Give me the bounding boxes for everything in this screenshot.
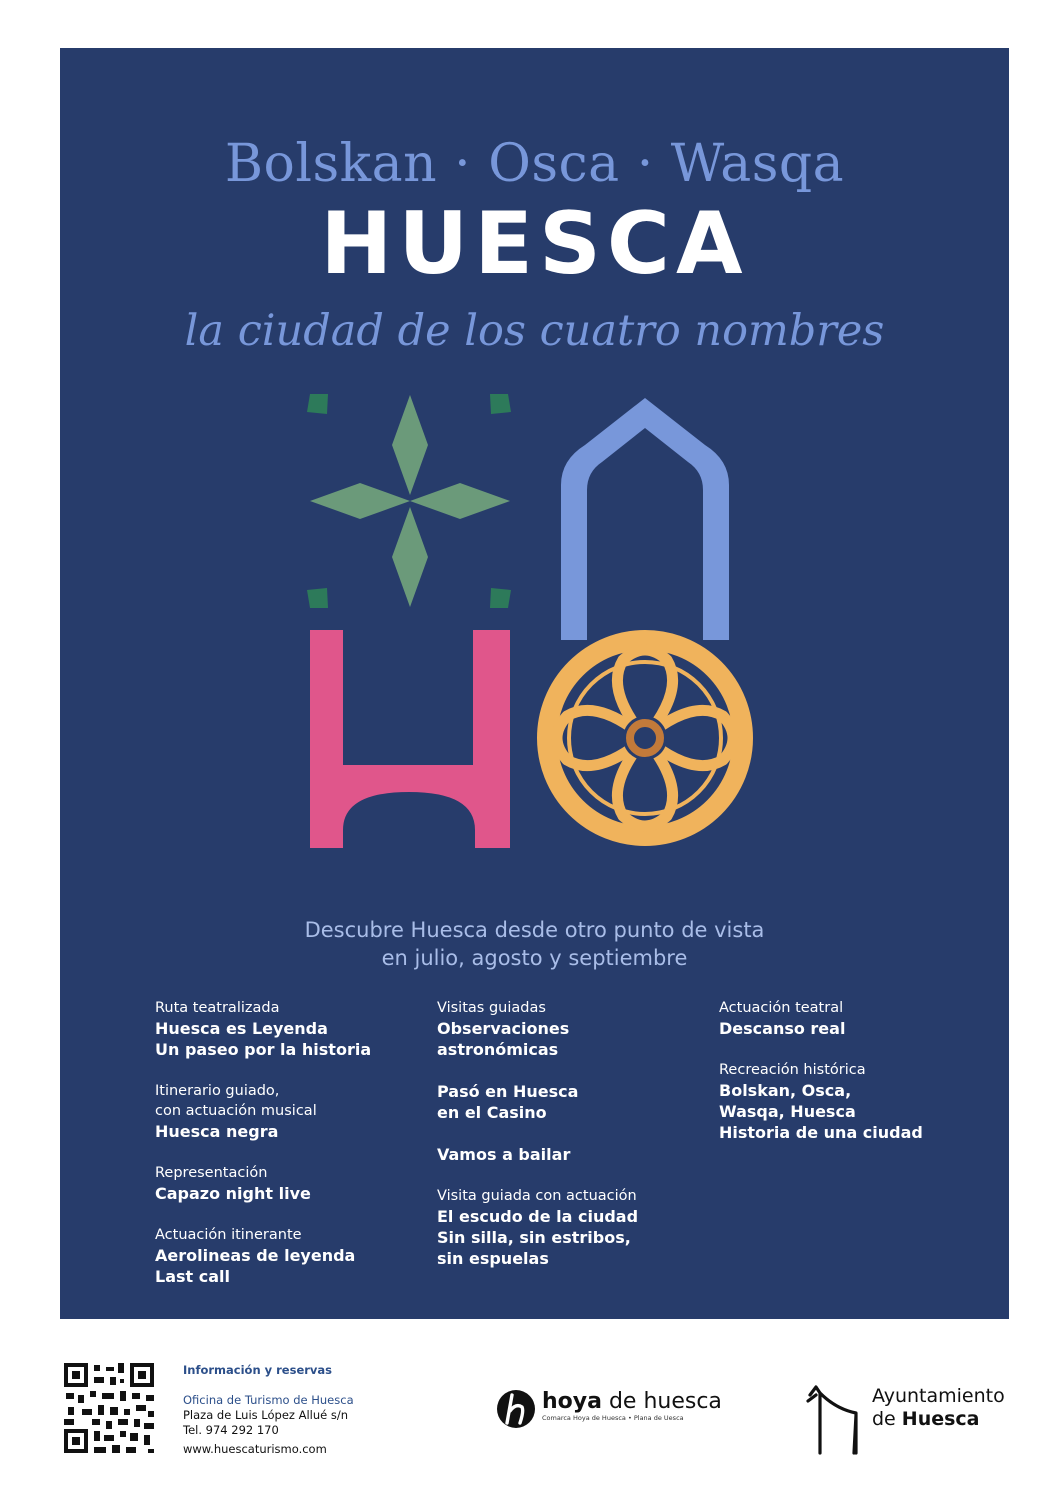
footer [0, 1319, 1064, 1493]
intro-text [60, 916, 1009, 972]
hoya-text [542, 1389, 722, 1422]
event-title: Observaciones [437, 1019, 570, 1038]
intro-line-2: en julio, agosto y septiembre [381, 946, 688, 970]
event-title: Bolskan, Osca, [719, 1081, 852, 1100]
event-item [719, 1060, 999, 1143]
office-name: Oficina de Turismo de Huesca [183, 1393, 354, 1407]
hoya-de-huesca-logo [496, 1389, 722, 1433]
event-type: Ruta teatralizada [155, 1000, 280, 1016]
event-title: en el Casino [437, 1103, 547, 1122]
tagline: la ciudad de los cuatro nombres [184, 306, 885, 356]
emblem [305, 390, 765, 860]
office-phone[interactable]: Tel. 974 292 170 [183, 1423, 279, 1437]
event-title: Un paseo por la historia [155, 1040, 372, 1059]
arch-icon [561, 398, 729, 640]
events-column-3 [719, 998, 999, 1164]
event-item [155, 1081, 415, 1142]
city-title: HUESCA [320, 194, 749, 294]
event-title: Capazo night live [155, 1184, 311, 1203]
ayuntamiento-city: Huesca [901, 1408, 980, 1430]
event-title: Descanso real [719, 1019, 846, 1038]
event-item [155, 998, 415, 1060]
star-tile-icon [307, 394, 511, 608]
event-title: Wasqa, Huesca [719, 1102, 856, 1121]
event-title: Historia de una ciudad [719, 1123, 923, 1142]
event-title: El escudo de la ciudad [437, 1207, 639, 1226]
events-column-1 [155, 998, 415, 1308]
ayuntamiento-de: de [872, 1408, 902, 1430]
rosette-icon [547, 640, 743, 836]
event-item [437, 1186, 697, 1269]
events-column-2 [437, 998, 697, 1290]
event-type: Recreación histórica [719, 1062, 866, 1078]
event-type: Visita guiada con actuación [437, 1188, 637, 1204]
event-title: Huesca es Leyenda [155, 1019, 328, 1038]
contact-info [183, 1363, 354, 1457]
horse-icon [806, 1385, 862, 1457]
event-type: Representación [155, 1165, 268, 1181]
office-address: Plaza de Luis López Allué s/n [183, 1408, 349, 1422]
event-item [437, 1081, 697, 1123]
event-item [437, 1144, 697, 1165]
event-title: Huesca negra [155, 1122, 279, 1141]
event-title: Pasó en Huesca [437, 1082, 579, 1101]
ayuntamiento-logo [806, 1385, 1005, 1461]
event-title: Aerolineas de leyenda [155, 1246, 356, 1265]
event-item [719, 998, 999, 1039]
event-type: Actuación teatral [719, 1000, 844, 1016]
hoya-name-rest: de huesca [601, 1389, 722, 1414]
event-item [155, 1225, 415, 1287]
ayuntamiento-text [872, 1385, 1005, 1431]
event-title: Last call [155, 1267, 230, 1286]
event-title: astronómicas [437, 1040, 559, 1059]
event-title: Sin silla, sin estribos, [437, 1228, 631, 1247]
event-title: sin espuelas [437, 1249, 549, 1268]
hoya-name [542, 1389, 722, 1414]
website-link[interactable]: www.huescaturismo.com [183, 1442, 327, 1456]
qr-code-icon[interactable] [64, 1363, 154, 1453]
hoya-subtitle: Comarca Hoya de Huesca • Plana de Uesca [542, 1414, 684, 1422]
hoya-name-bold: hoya [542, 1389, 602, 1414]
info-heading: Información y reservas [183, 1363, 333, 1377]
event-item [437, 998, 697, 1060]
h-letter-icon [310, 630, 510, 848]
intro-line-1: Descubre Huesca desde otro punto de vista [304, 918, 765, 942]
hoya-logo-icon [496, 1389, 536, 1429]
event-type: Visitas guiadas [437, 1000, 546, 1016]
event-type: Itinerario guiado, [155, 1083, 280, 1099]
ayuntamiento-line-1: Ayuntamiento [872, 1385, 1005, 1407]
event-type: Actuación itinerante [155, 1227, 302, 1243]
event-title: Vamos a bailar [437, 1145, 571, 1164]
ayuntamiento-line-2 [872, 1408, 1005, 1431]
event-item [155, 1163, 415, 1204]
historic-names: Bolskan · Osca · Wasqa [224, 134, 845, 194]
poster-panel [60, 48, 1009, 1319]
event-type: con actuación musical [155, 1103, 317, 1119]
